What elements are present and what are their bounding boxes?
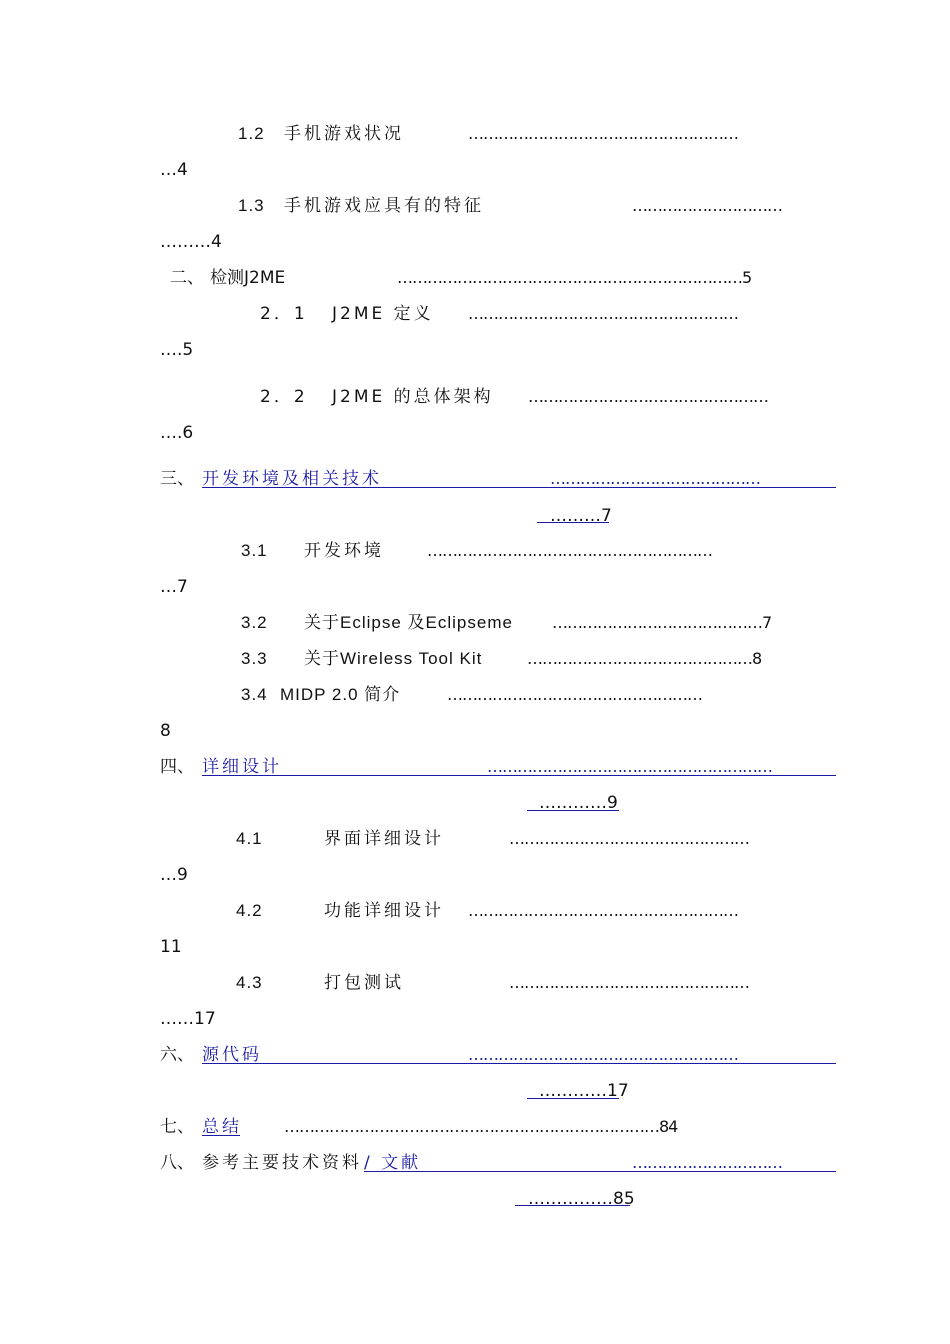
page-number: …7 [160, 577, 188, 597]
section-title: 界面详细设计 [324, 829, 444, 849]
page-number: …………17 [539, 1081, 629, 1101]
link-underline [527, 1098, 619, 1099]
page-number: ….6 [160, 423, 194, 443]
leader-dots: ………………………… [632, 196, 782, 215]
section-title: 手机游戏应具有的特征 [284, 196, 484, 216]
page-number: ….5 [160, 340, 194, 360]
leader-dots: …………………………………………………………………84 [284, 1117, 678, 1136]
section-title: 开发环境 [304, 541, 384, 561]
leader-dots: ……………………………………………… [468, 901, 738, 920]
section-title: 关于Eclipse 及Eclipseme [304, 613, 513, 632]
leader-dots: ………………………… [632, 1153, 782, 1172]
chapter-title-link[interactable]: 详细设计 [202, 757, 282, 777]
chapter-number: 八、 [160, 1153, 194, 1173]
page-number: 11 [160, 937, 182, 957]
chapter-number: 二、 [170, 268, 204, 288]
leader-dots: ………………………………………… [528, 387, 768, 406]
section-title: 关于Wireless Tool Kit [304, 649, 483, 668]
section-number: 2．1 [260, 304, 308, 324]
leader-dots: ………………………………………………… [487, 757, 772, 776]
chapter-title-link[interactable]: 源代码 [202, 1045, 262, 1065]
section-number: 1.2 [238, 124, 265, 143]
chapter-number: 四、 [160, 757, 194, 777]
chapter-number: 三、 [160, 469, 194, 489]
section-number: 3.4 [241, 685, 268, 704]
section-number: 2．2 [260, 387, 308, 407]
link-underline [202, 775, 836, 776]
link-underline [515, 1205, 630, 1206]
leader-dots: ……………………………………………………………5 [397, 268, 752, 287]
page-number: 8 [160, 721, 171, 741]
section-number: 3.3 [241, 649, 268, 668]
chapter-title-link[interactable]: 总结 [202, 1117, 242, 1137]
section-title: J2ME 定义 [332, 304, 434, 324]
page-number: …4 [160, 160, 188, 180]
link-underline [527, 810, 619, 811]
section-title: 手机游戏状况 [284, 124, 404, 144]
leader-dots: …………………………………………… [447, 685, 702, 704]
section-number: 4.3 [236, 973, 263, 992]
leader-dots: ……………………………………………… [468, 1045, 738, 1064]
link-underline [364, 1171, 836, 1172]
chapter-title: 参考主要技术资料 [202, 1153, 362, 1173]
section-number: 3.2 [241, 613, 268, 632]
page-number: ………7 [550, 506, 612, 526]
leader-dots: ……………………………………………… [468, 124, 738, 143]
section-title: MIDP 2.0 简介 [280, 685, 401, 704]
chapter-title-link[interactable]: / 文献 [364, 1153, 422, 1173]
section-number: 1.3 [238, 196, 265, 215]
link-underline [202, 487, 836, 488]
leader-dots: ……………………………………7 [552, 613, 772, 632]
section-number: 4.2 [236, 901, 263, 920]
section-title: 打包测试 [324, 973, 404, 993]
page-number: ……………85 [528, 1189, 635, 1209]
chapter-number: 七、 [160, 1117, 194, 1137]
link-underline [202, 1135, 240, 1136]
chapter-title-link[interactable]: 开发环境及相关技术 [202, 469, 382, 489]
page-number: ………4 [160, 232, 222, 252]
section-number: 4.1 [236, 829, 263, 848]
section-title: 功能详细设计 [324, 901, 444, 921]
link-underline [202, 1063, 836, 1064]
leader-dots: …………………………………… [550, 469, 760, 488]
leader-dots: ………………………………………… [509, 973, 749, 992]
page-number: ……17 [160, 1009, 216, 1029]
leader-dots: ………………………………………… [509, 829, 749, 848]
leader-dots: ……………………………………………… [468, 304, 738, 323]
leader-dots: ………………………………………………… [427, 541, 712, 560]
chapter-number: 六、 [160, 1045, 194, 1065]
chapter-title: 检测J2ME [210, 268, 286, 288]
page-number: …9 [160, 865, 188, 885]
section-number: 3.1 [241, 541, 268, 560]
leader-dots: ………………………………………8 [527, 649, 762, 668]
link-underline [537, 522, 609, 523]
section-title: J2ME 的总体架构 [332, 387, 494, 407]
page-number: …………9 [539, 793, 618, 813]
